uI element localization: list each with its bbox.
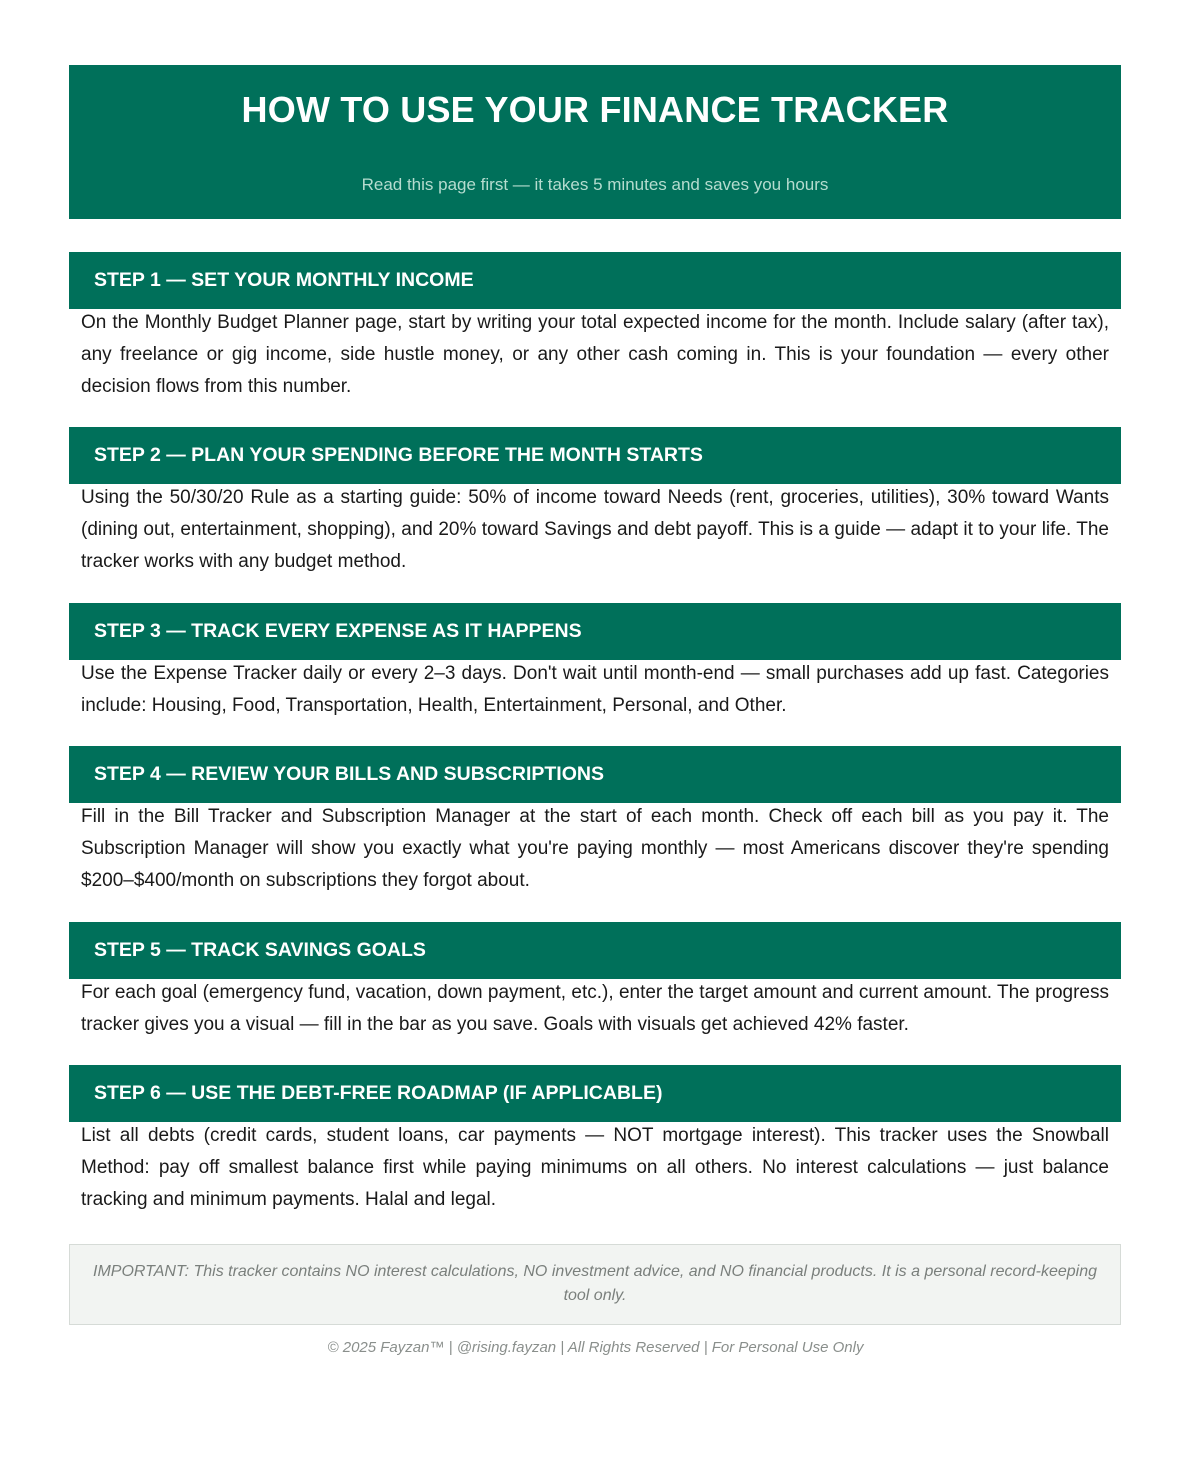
step-4-body: Fill in the Bill Tracker and Subscription Manager at the start of each month. Check off each bill as you pay it. The Subscription Manager will show you exactly what you're paying monthly — most Americans discover they're spending $200–$400/month on subscriptions they forgot about. <box>81 806 1109 891</box>
step-1-section <box>69 252 1121 403</box>
step-2-section <box>69 427 1121 578</box>
page-subtitle: Read this page first — it takes 5 minutes and saves you hours <box>361 175 829 194</box>
important-notice: IMPORTANT: This tracker contains NO interest calculations, NO investment advice, and NO financial products. It is a personal record-keeping tool only. <box>69 1244 1121 1325</box>
copyright-footer: © 2025 Fayzan™ | @rising.fayzan | All Rights Reserved | For Personal Use Only <box>327 1339 864 1356</box>
step-3-body: Use the Expense Tracker daily or every 2–3 days. Don't wait until month-end — small purchases add up fast. Categories include: Housing, Food, Transportation, Health, Entertainment, Personal, and Other. <box>81 663 1109 716</box>
step-6-section <box>69 1065 1121 1216</box>
page-title: HOW TO USE YOUR FINANCE TRACKER <box>241 89 949 130</box>
step-3-heading: STEP 3 — TRACK EVERY EXPENSE AS IT HAPPENS <box>69 603 1121 660</box>
step-4-section <box>69 746 1121 897</box>
step-1-heading: STEP 1 — SET YOUR MONTHLY INCOME <box>69 252 1121 309</box>
step-6-body: List all debts (credit cards, student loans, car payments — NOT mortgage interest). This tracker uses the Snowball Method: pay off smallest balance first while paying minimums on all others. No interest calculations — just balance tracking and minimum payments. Halal and legal. <box>81 1125 1109 1210</box>
step-3-section <box>69 603 1121 722</box>
step-4-heading: STEP 4 — REVIEW YOUR BILLS AND SUBSCRIPTIONS <box>69 746 1121 803</box>
step-5-body: For each goal (emergency fund, vacation, down payment, etc.), enter the target amount and current amount. The progress tracker gives you a visual — fill in the bar as you save. Goals with visuals get achieved 42% faster. <box>81 982 1109 1035</box>
title-banner <box>69 65 1121 219</box>
step-5-section <box>69 922 1121 1041</box>
step-2-body: Using the 50/30/20 Rule as a starting guide: 50% of income toward Needs (rent, groceries, utilities), 30% toward Wants (dining out, entertainment, shopping), and 20% toward Savings and debt payoff. This is a guide — adapt it to your life. The tracker works with any budget method. <box>81 487 1109 572</box>
step-2-heading: STEP 2 — PLAN YOUR SPENDING BEFORE THE MONTH STARTS <box>69 427 1121 484</box>
step-6-heading: STEP 6 — USE THE DEBT-FREE ROADMAP (IF APPLICABLE) <box>69 1065 1121 1122</box>
step-1-body: On the Monthly Budget Planner page, start by writing your total expected income for the month. Include salary (after tax), any freelance or gig income, side hustle money, or any other cash coming in. This is your foundation — every other decision flows from this number. <box>81 312 1109 397</box>
step-5-heading: STEP 5 — TRACK SAVINGS GOALS <box>69 922 1121 979</box>
